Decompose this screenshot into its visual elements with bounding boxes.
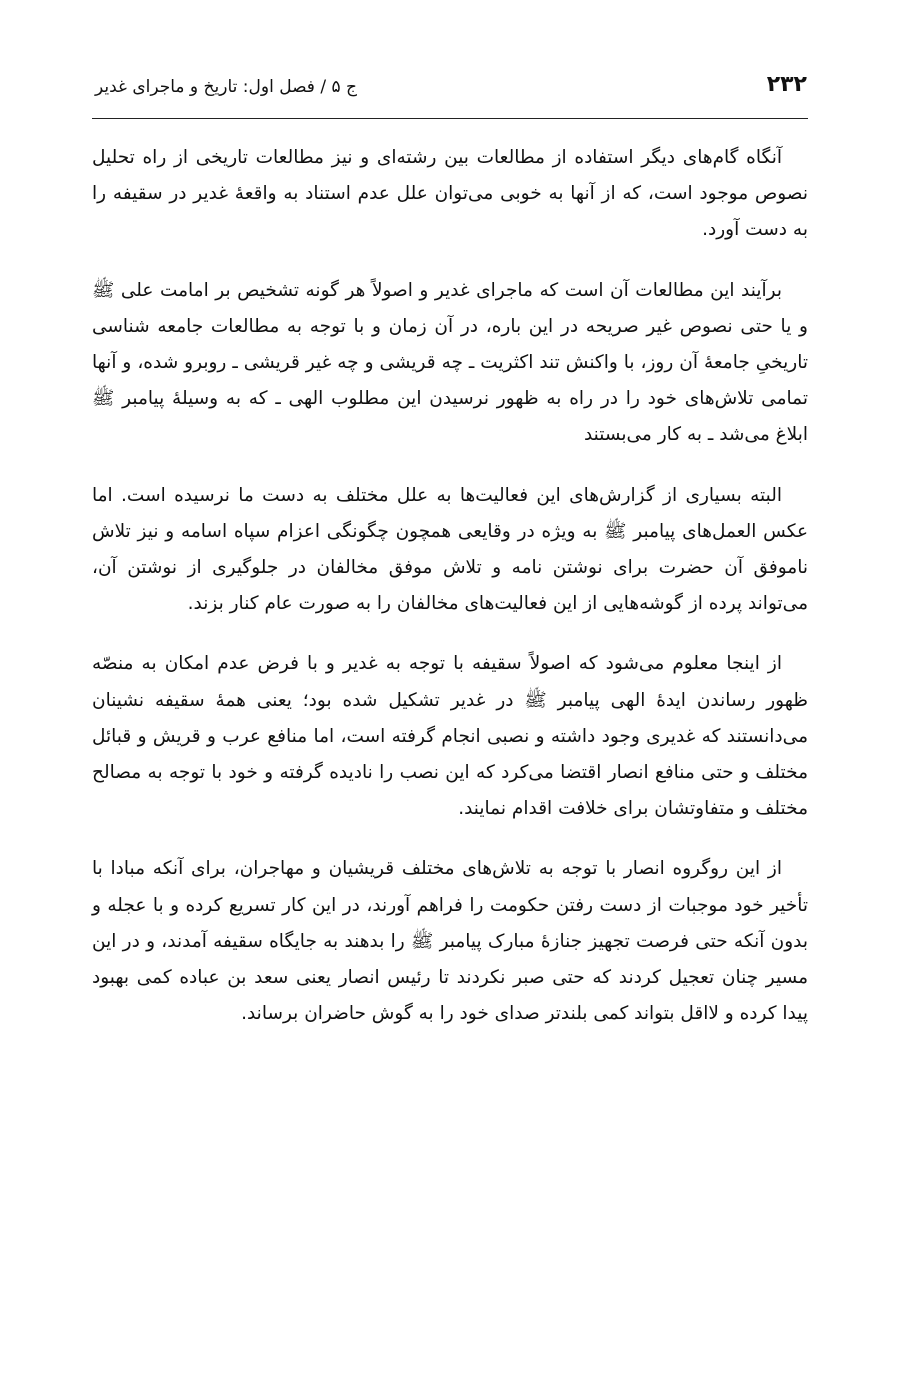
paragraph-4: از اینجا معلوم می‌شود که اصولاً سقیفه با توجه به غدیر و با فرض عدم امکان به منصّه ظهور رساندن ایدهٔ الهی پیامبر ﷺ در غدیر تشکیل شده بود؛ یعنی همهٔ سقیفه نشینان می‌دانستند که غدیری وجود داشته و نصبی انجام گرفته است، اما منافع عرب و قریش و قبائل مختلف و حتی منافع انصار اقتضا می‌کرد که این نصب را نادیده گرفته و خود با توجه به مصالح مختلف و متفاوتشان برای خلافت اقدام نمایند. bbox=[92, 653, 808, 820]
page-header bbox=[95, 68, 807, 110]
paragraph-1: آنگاه گام‌های دیگر استفاده از مطالعات بین رشته‌ای و نیز مطالعات تاریخی از راه تحلیل نصوص موجود است، که از آنها به خوبی می‌توان علل عدم استناد به واقعهٔ غدیر در سقیفه را به دست آورد. bbox=[92, 147, 808, 241]
running-title: ج ۵ / فصل اول: تاریخ و ماجرای غدیر bbox=[95, 77, 358, 97]
header-divider bbox=[92, 118, 808, 119]
body-text bbox=[92, 140, 808, 1056]
paragraph-2: برآیند این مطالعات آن است که ماجرای غدیر و اصولاً هر گونه تشخیص بر امامت علی ﷺ و یا حتی نصوص غیر صریحه در این باره، در آن زمان و با توجه به مطالعات جامعه شناسی تاریخیِ جامعهٔ آن روز، با واکنش تند اکثریت ـ چه قریشی و چه غیر قریشی ـ روبرو شده، و آنها تمامی تلاش‌های خود را در راه به ظهور نرسیدن این مطلوب الهی ـ که به وسیلهٔ پیامبر ﷺ ابلاغ می‌شد ـ به کار می‌بستند bbox=[92, 279, 808, 446]
page-number: ۲۳۲ bbox=[766, 72, 807, 97]
paragraph-5: از این روگروه انصار با توجه به تلاش‌های مختلف قریشیان و مهاجران، برای آنکه مبادا با تأخیر خود موجبات از دست رفتن حکومت را فراهم آورند، در این کار تسریع کرده و با عجله و بدون آنکه حتی فرصت تجهیز جنازهٔ مبارک پیامبر ﷺ را بدهند به جایگاه سقیفه آمدند، و در این مسیر چنان تعجیل کردند که حتی صبر نکردند تا رئیس انصار یعنی سعد بن عباده کمی بهبود پیدا کرده و لااقل بتواند کمی بلندتر صدای خود را به گوش حاضران برساند. bbox=[92, 858, 808, 1025]
paragraph-3: البته بسیاری از گزارش‌های این فعالیت‌ها به علل مختلف به دست ما نرسیده است. اما عکس العمل‌های پیامبر ﷺ به ویژه در وقایعی همچون چگونگی اعزام سپاه اسامه و نیز تلاش ناموفق آن حضرت برای نوشتن نامه و تلاش موفق مخالفان در جلوگیری از نوشتن آن، می‌تواند پرده از گوشه‌هایی از این فعالیت‌های مخالفان را به صورت عام کنار بزند. bbox=[92, 484, 808, 615]
